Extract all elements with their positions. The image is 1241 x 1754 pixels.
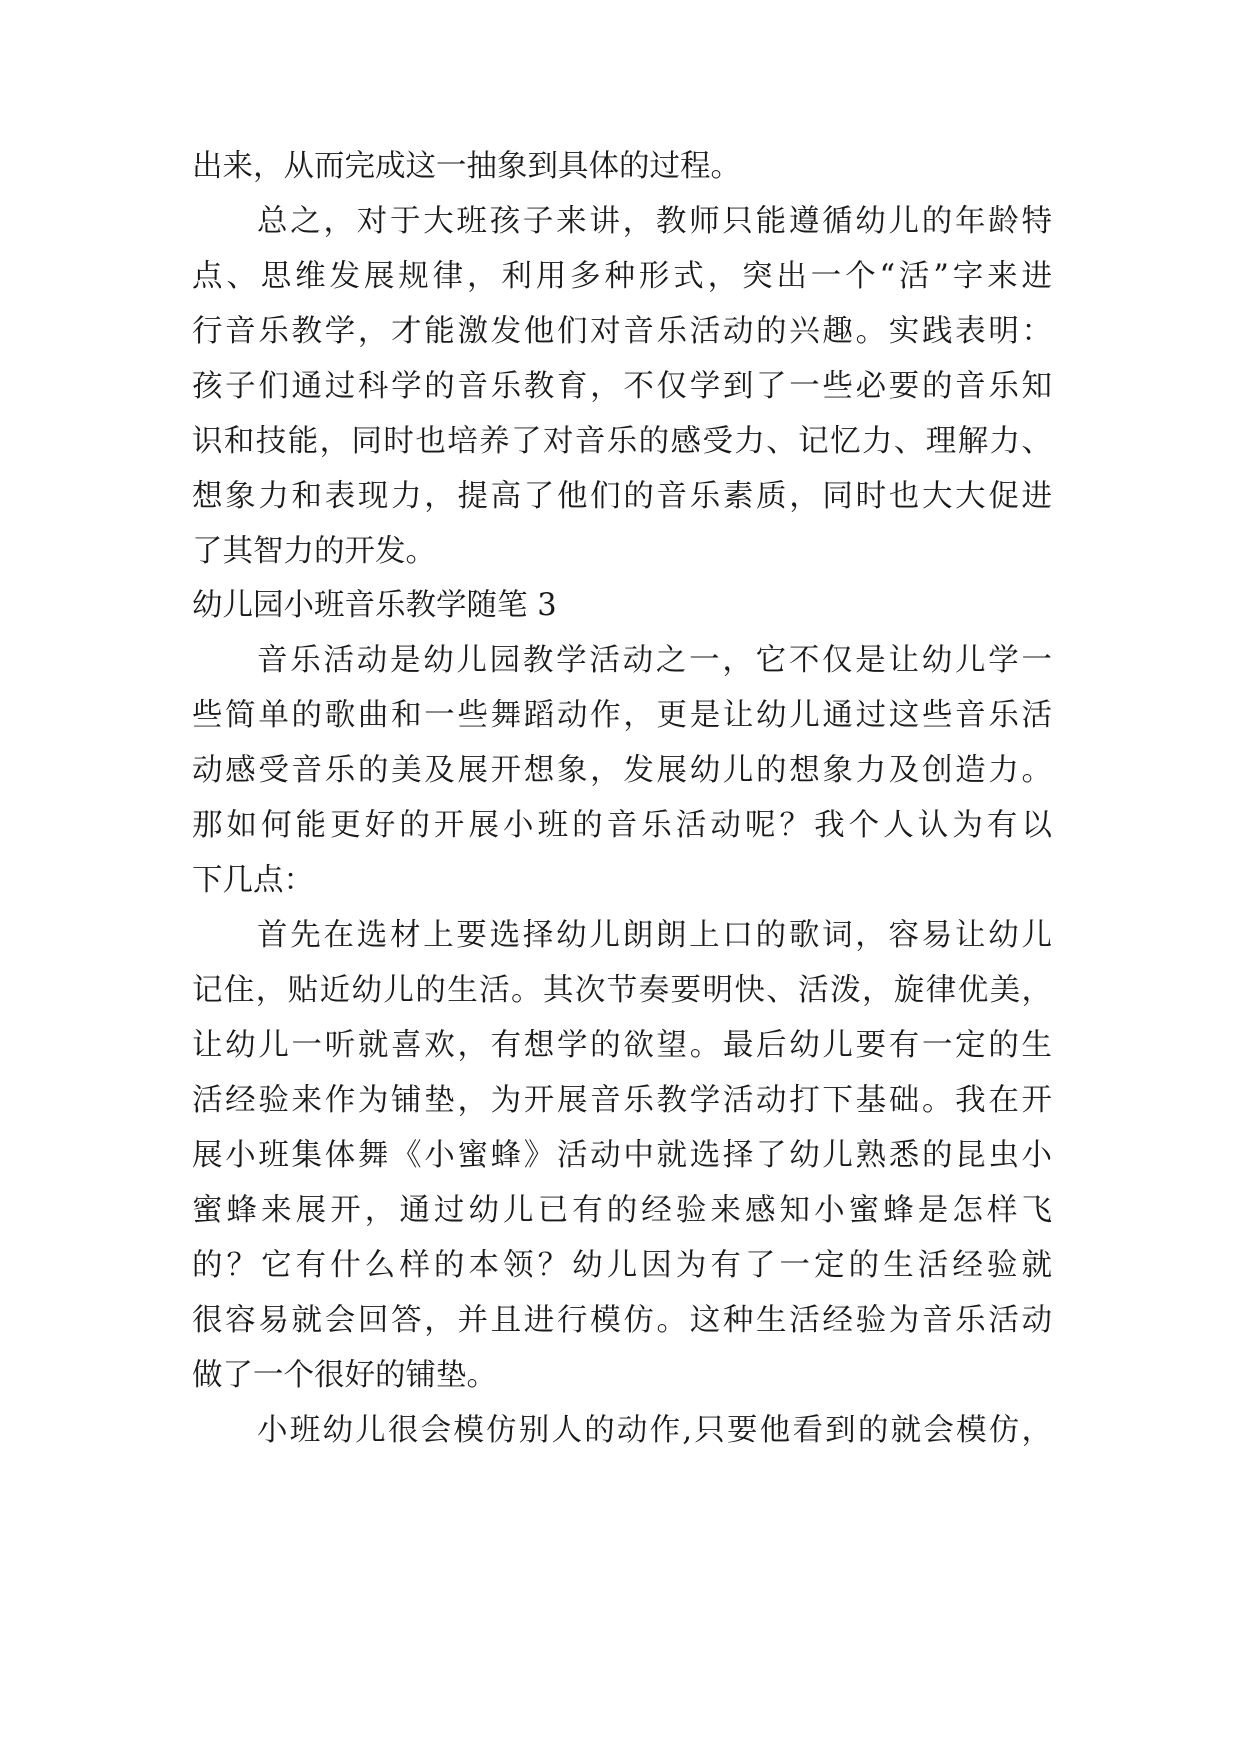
paragraph-line: 出来，从而完成这一抽象到具体的过程。 [192,149,741,184]
paragraph-line: 蜜蜂来展开，通过幼儿已有的经验来感知小蜜蜂是怎样飞 [192,1193,1052,1228]
paragraph-line: 了其智力的开发。 [192,534,436,569]
paragraph-line: 些简单的歌曲和一些舞蹈动作，更是让幼儿通过这些音乐活 [192,698,1052,733]
paragraph-line: 那如何能更好的开展小班的音乐活动呢？我个人认为有以 [192,808,1052,843]
paragraph-line: 活经验来作为铺垫，为开展音乐教学活动打下基础。我在开 [192,1083,1052,1118]
paragraph-line: 让幼儿一听就喜欢，有想学的欲望。最后幼儿要有一定的生 [192,1028,1052,1063]
paragraph-line: 展小班集体舞《小蜜蜂》活动中就选择了幼儿熟悉的昆虫小 [192,1138,1052,1173]
section-heading: 幼儿园小班音乐教学随笔 3 [192,588,557,623]
paragraph-line: 很容易就会回答，并且进行模仿。这种生活经验为音乐活动 [192,1303,1052,1338]
paragraph-line: 识和技能，同时也培养了对音乐的感受力、记忆力、理解力、 [192,424,1052,459]
paragraph-line: 行音乐教学，才能激发他们对音乐活动的兴趣。实践表明： [192,314,1052,349]
paragraph-line: 做了一个很好的铺垫。 [192,1358,497,1393]
paragraph-line: 音乐活动是幼儿园教学活动之一，它不仅是让幼儿学一 [257,643,1052,678]
paragraph-line: 小班幼儿很会模仿别人的动作,只要他看到的就会模仿， [257,1413,1052,1448]
paragraph-line: 想象力和表现力，提高了他们的音乐素质，同时也大大促进 [192,479,1052,514]
paragraph-line: 总之，对于大班孩子来讲，教师只能遵循幼儿的年龄特 [257,204,1052,239]
paragraph-line: 记住，贴近幼儿的生活。其次节奏要明快、活泼，旋律优美， [192,973,1052,1008]
paragraph-line: 的？它有什么样的本领？幼儿因为有了一定的生活经验就 [192,1248,1052,1283]
paragraph-line: 首先在选材上要选择幼儿朗朗上口的歌词，容易让幼儿 [257,918,1052,953]
paragraph-line: 点、思维发展规律，利用多种形式，突出一个“活”字来进 [192,259,1052,294]
paragraph-line: 下几点： [192,863,314,898]
paragraph-line: 动感受音乐的美及展开想象，发展幼儿的想象力及创造力。 [192,753,1052,788]
paragraph-line: 孩子们通过科学的音乐教育，不仅学到了一些必要的音乐知 [192,369,1052,404]
